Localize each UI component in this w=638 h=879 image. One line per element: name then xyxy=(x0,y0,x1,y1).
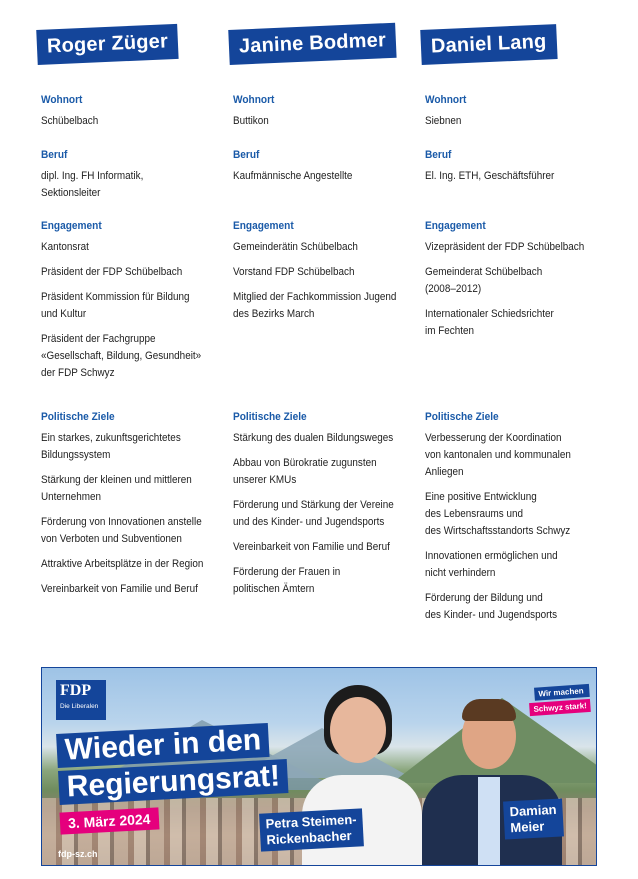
ziel-item: Innovationen ermöglichen und nicht verhindern xyxy=(425,550,558,579)
ziele-section xyxy=(425,411,625,632)
section-title: Wohnort xyxy=(41,94,83,106)
engagement-item: Präsident Kommission für Bildung und Kultur xyxy=(41,291,190,320)
ziele-section xyxy=(41,411,241,606)
ziel-item: Stärkung der kleinen und mittleren Unternehmen xyxy=(41,474,192,503)
beruf-value: El. Ing. ETH, Geschäftsführer xyxy=(425,170,555,182)
section-title: Beruf xyxy=(233,149,260,161)
wohnort-value: Buttikon xyxy=(233,115,269,127)
section-title: Politische Ziele xyxy=(233,411,307,423)
fdp-logo xyxy=(56,680,106,720)
section-title: Politische Ziele xyxy=(425,411,499,423)
beruf-section xyxy=(233,149,433,193)
engagement-item: Internationaler Schiedsrichter im Fechten xyxy=(425,308,554,337)
ziel-item: Eine positive Entwicklung des Lebensraums und des Wirtschaftsstandorts Schwyz xyxy=(425,491,571,537)
wohnort-section xyxy=(425,94,625,138)
engagement-item: Vorstand FDP Schübelbach xyxy=(233,266,355,278)
engagement-item: Präsident der Fachgruppe «Gesellschaft, Bildung, Gesundheit» der FDP Schwyz xyxy=(41,333,202,379)
wohnort-value: Schübelbach xyxy=(41,115,99,127)
election-date: 3. März 2024 xyxy=(59,807,159,834)
slogan-line-2: Schwyz stark! xyxy=(529,699,591,716)
ziel-item: Abbau von Bürokratie zugunsten unserer KMUs xyxy=(233,457,377,486)
ziel-item: Förderung der Bildung und des Kinder- und Jugendsports xyxy=(425,592,558,621)
section-title: Engagement xyxy=(425,220,486,232)
wohnort-value: Siebnen xyxy=(425,115,462,127)
ziel-item: Vereinbarkeit von Familie und Beruf xyxy=(233,541,390,553)
ziel-item: Attraktive Arbeitsplätze in der Region xyxy=(41,558,204,570)
headline-line-1: Wieder in den xyxy=(56,723,270,768)
wohnort-section xyxy=(41,94,241,138)
campaign-ad-banner xyxy=(41,667,597,866)
ziele-section xyxy=(233,411,433,606)
slogan-badge xyxy=(528,684,591,718)
section-title: Beruf xyxy=(41,149,68,161)
beruf-value: Kaufmännische Angestellte xyxy=(233,170,353,182)
candidate-column-3 xyxy=(425,30,615,621)
slogan-line-1: Wir machen xyxy=(534,684,590,701)
engagement-item: Präsident der FDP Schübelbach xyxy=(41,266,183,278)
candidate-name: Janine Bodmer xyxy=(228,23,396,65)
engagement-item: Mitglied der Fachkommission Jugend des Bezirks March xyxy=(233,291,397,320)
section-title: Beruf xyxy=(425,149,452,161)
engagement-section xyxy=(425,220,625,348)
logo-main-text: FDP xyxy=(60,682,92,699)
engagement-item: Vizepräsident der FDP Schübelbach xyxy=(425,241,585,253)
engagement-item: Gemeinderätin Schübelbach xyxy=(233,241,358,253)
ziel-item: Förderung und Stärkung der Vereine und des Kinder- und Jugendsports xyxy=(233,499,394,528)
website-link[interactable]: fdp-sz.ch xyxy=(58,849,98,859)
engagement-section xyxy=(41,220,241,390)
section-title: Engagement xyxy=(41,220,102,232)
candidate-name-tag-petra: Petra Steimen- Rickenbacher xyxy=(259,808,364,851)
engagement-item: Gemeinderat Schübelbach (2008–2012) xyxy=(425,266,543,295)
logo-sub-text: Die Liberalen xyxy=(60,703,99,710)
candidate-column-2 xyxy=(233,29,423,595)
beruf-section xyxy=(425,149,625,193)
candidate-column-1 xyxy=(41,30,231,595)
beruf-section xyxy=(41,149,241,210)
ziel-item: Stärkung des dualen Bildungsweges xyxy=(233,432,394,444)
ziel-item: Förderung von Innovationen anstelle von Verboten und Subventionen xyxy=(41,516,202,545)
ad-headline xyxy=(56,722,289,808)
headline-line-2: Regierungsrat! xyxy=(58,759,289,805)
ziel-item: Ein starkes, zukunftsgerichtetes Bildungssystem xyxy=(41,432,181,461)
engagement-item: Kantonsrat xyxy=(41,241,89,253)
beruf-value: dipl. Ing. FH Informatik, Sektionsleiter xyxy=(41,170,144,199)
candidate-name: Daniel Lang xyxy=(420,24,557,65)
ziel-item: Verbesserung der Koordination von kantonalen und kommunalen Anliegen xyxy=(425,432,571,478)
section-title: Wohnort xyxy=(233,94,275,106)
ziel-item: Förderung der Frauen in politischen Ämtern xyxy=(233,566,341,595)
candidate-name-tag-damian: Damian Meier xyxy=(503,798,564,839)
candidate-name: Roger Züger xyxy=(36,24,179,65)
engagement-section xyxy=(233,220,433,331)
wohnort-section xyxy=(233,94,433,138)
section-title: Engagement xyxy=(233,220,294,232)
section-title: Wohnort xyxy=(425,94,467,106)
section-title: Politische Ziele xyxy=(41,411,115,423)
ziel-item: Vereinbarkeit von Familie und Beruf xyxy=(41,583,198,595)
